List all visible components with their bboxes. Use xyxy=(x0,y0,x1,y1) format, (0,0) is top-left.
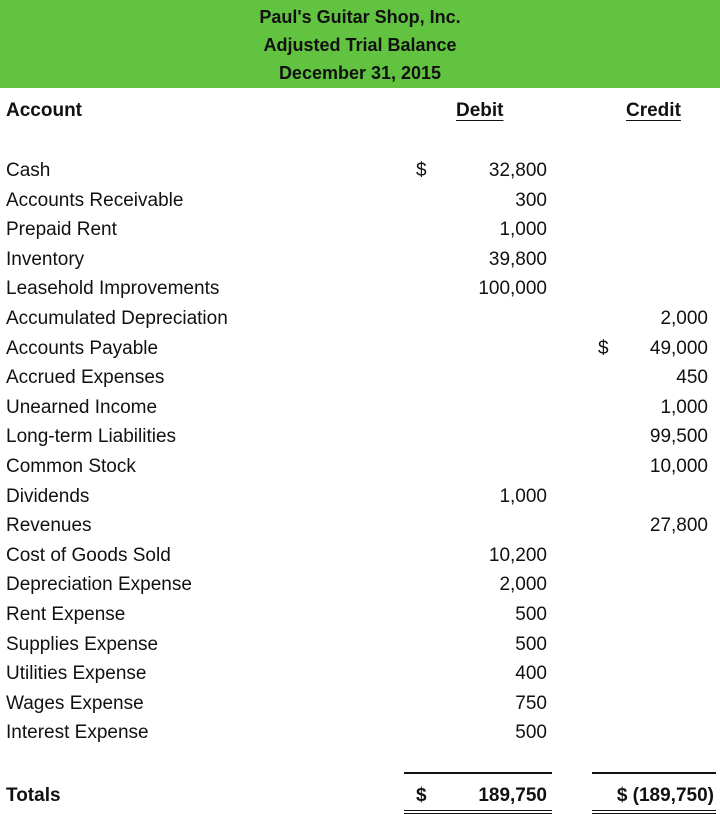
account-name: Unearned Income xyxy=(6,396,158,418)
debit-amount: 39,800 xyxy=(488,248,547,270)
account-name: Common Stock xyxy=(6,455,136,477)
debit-total-rule xyxy=(404,772,552,774)
table-row xyxy=(0,422,720,452)
table-row xyxy=(0,452,720,482)
debit-double-underline xyxy=(404,810,552,814)
totals-debit-sign: $ xyxy=(416,785,427,806)
account-name: Accounts Receivable xyxy=(6,189,184,211)
table-row xyxy=(0,186,720,216)
account-name: Utilities Expense xyxy=(6,663,147,685)
credit-amount: 27,800 xyxy=(649,515,708,537)
credit-column-header: Credit xyxy=(626,100,681,121)
account-name: Supplies Expense xyxy=(6,633,159,655)
totals-credit: $ (189,750) xyxy=(616,785,714,806)
credit-amount: 49,000 xyxy=(649,337,708,359)
debit-amount: 500 xyxy=(515,603,547,625)
account-name: Long-term Liabilities xyxy=(6,426,177,448)
debit-amount: 500 xyxy=(515,722,547,744)
credit-amount: 1,000 xyxy=(660,396,708,418)
account-name: Prepaid Rent xyxy=(6,219,117,241)
table-row xyxy=(0,482,720,512)
table-row xyxy=(0,659,720,689)
account-name: Wages Expense xyxy=(6,692,144,714)
account-name: Rent Expense xyxy=(6,603,126,625)
totals-debit: 189,750 xyxy=(478,785,547,806)
credit-total-rule xyxy=(592,772,716,774)
table-row xyxy=(0,511,720,541)
table-row xyxy=(0,215,720,245)
report-header xyxy=(0,0,720,88)
account-name: Inventory xyxy=(6,248,85,270)
account-column-header: Account xyxy=(6,100,82,121)
debit-amount: 100,000 xyxy=(478,278,547,300)
credit-amount: 10,000 xyxy=(649,455,708,477)
account-name: Cost of Goods Sold xyxy=(6,544,171,566)
table-row xyxy=(0,630,720,660)
report-title: Adjusted Trial Balance xyxy=(263,35,457,55)
table-row xyxy=(0,541,720,571)
table-row xyxy=(0,156,720,186)
totals-row xyxy=(0,781,720,811)
table-row xyxy=(0,600,720,630)
account-name: Interest Expense xyxy=(6,722,149,744)
table-row xyxy=(0,245,720,275)
report-date: December 31, 2015 xyxy=(278,63,442,83)
debit-amount: 2,000 xyxy=(499,574,547,596)
credit-double-underline xyxy=(592,810,716,814)
account-name: Cash xyxy=(6,160,51,181)
company-name: Paul's Guitar Shop, Inc. xyxy=(259,7,461,27)
debit-amount: 1,000 xyxy=(499,219,547,241)
table-row xyxy=(0,363,720,393)
table-row xyxy=(0,304,720,334)
table-row xyxy=(0,689,720,719)
credit-amount: 2,000 xyxy=(660,307,708,329)
account-name: Revenues xyxy=(6,515,92,537)
credit-amount: 99,500 xyxy=(649,426,708,448)
account-name: Leasehold Improvements xyxy=(6,278,220,300)
account-name: Dividends xyxy=(6,485,90,507)
account-name: Depreciation Expense xyxy=(6,574,192,596)
table-row xyxy=(0,570,720,600)
credit-dollar-sign: $ xyxy=(598,337,609,359)
table-row xyxy=(0,274,720,304)
debit-amount: 10,200 xyxy=(488,544,547,566)
account-name: Accrued Expenses xyxy=(6,367,165,389)
account-name: Accumulated Depreciation xyxy=(6,307,228,329)
credit-amount: 450 xyxy=(676,367,708,389)
debit-amount: 400 xyxy=(515,663,547,685)
debit-amount: 500 xyxy=(515,633,547,655)
table-row xyxy=(0,718,720,748)
debit-amount: 1,000 xyxy=(499,485,547,507)
debit-amount: 32,800 xyxy=(488,160,547,181)
totals-label: Totals xyxy=(6,785,61,806)
debit-amount: 300 xyxy=(515,189,547,211)
account-name: Accounts Payable xyxy=(6,337,159,359)
debit-dollar-sign: $ xyxy=(416,160,427,181)
table-row xyxy=(0,393,720,423)
table-row xyxy=(0,334,720,364)
debit-column-header: Debit xyxy=(456,100,504,121)
trial-balance-rows xyxy=(0,156,720,748)
debit-amount: 750 xyxy=(515,692,547,714)
